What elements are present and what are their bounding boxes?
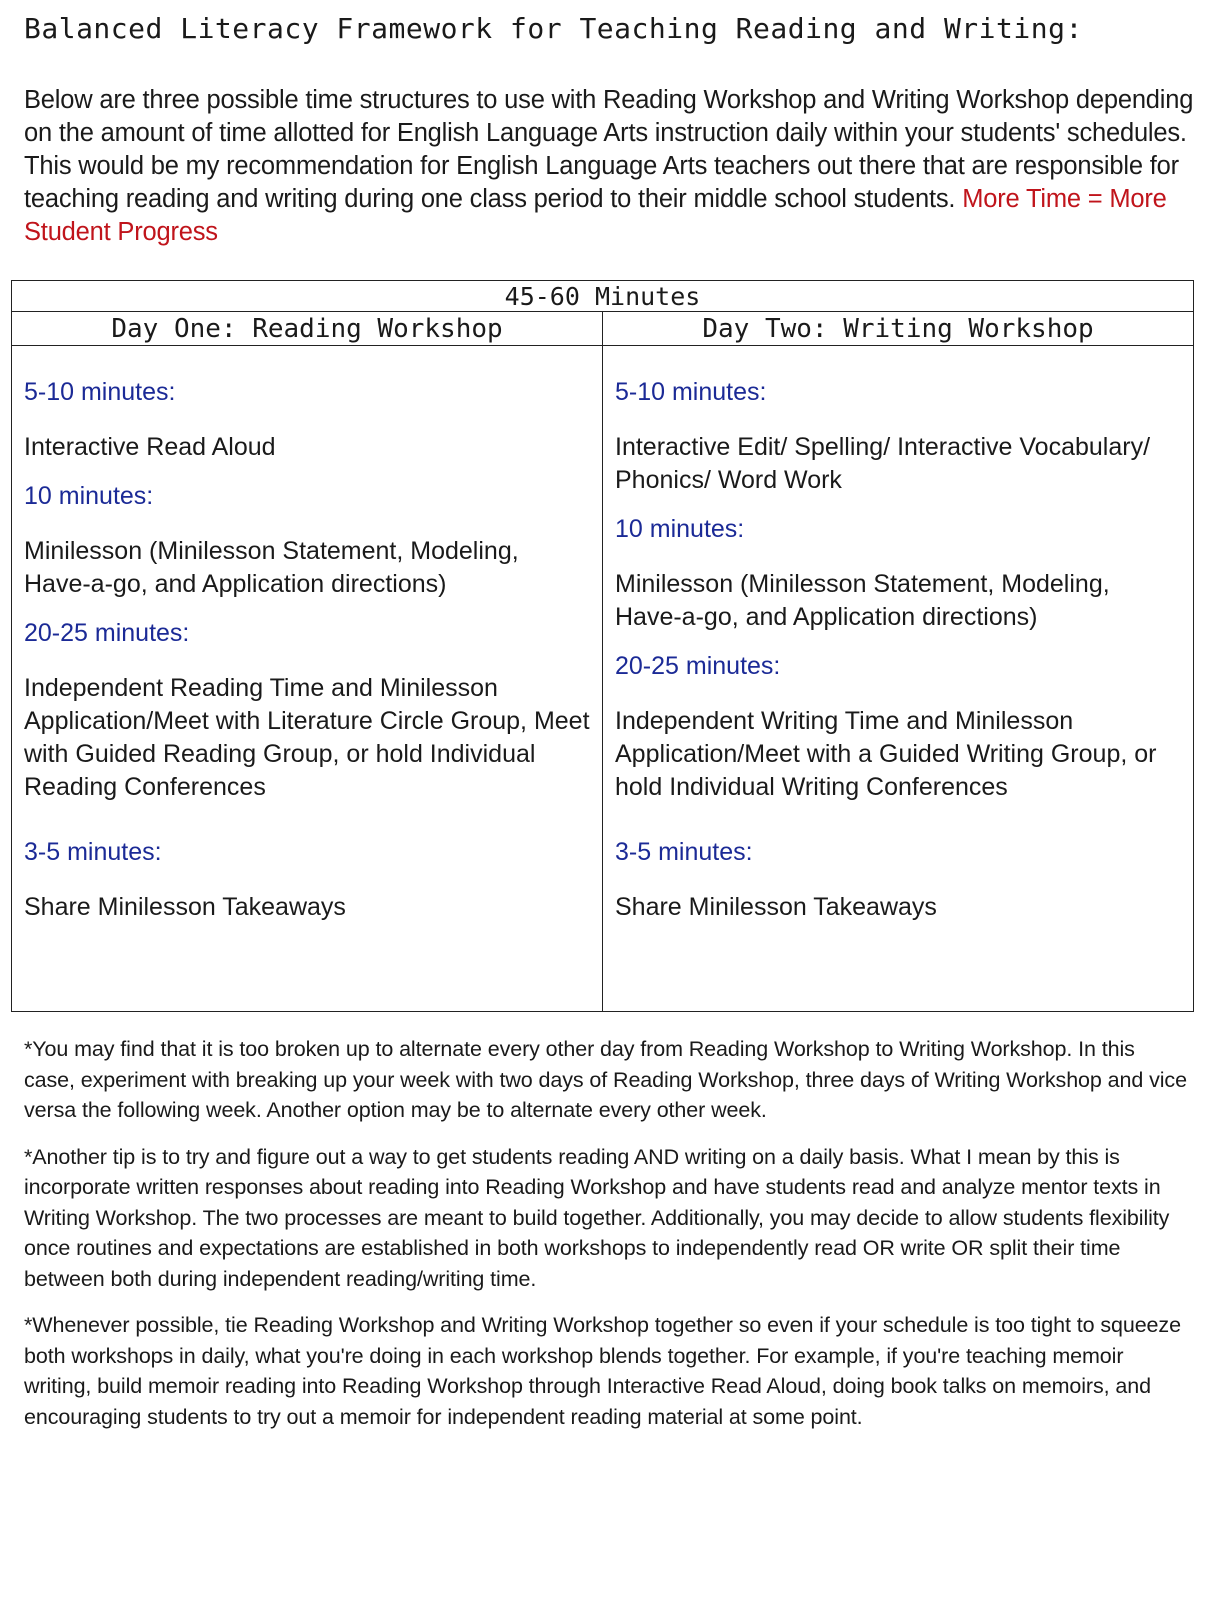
duration-row: [12, 281, 1194, 312]
day-two-heading: Day Two: Writing Workshop: [603, 312, 1194, 346]
block-activity: Minilesson (Minilesson Statement, Modeling, Have-a-go, and Application directions): [24, 537, 519, 598]
block-time: 20-25 minutes:: [24, 619, 190, 647]
schedule-table: [11, 280, 1194, 1012]
day-two-block: [615, 513, 1181, 634]
block-time: 20-25 minutes:: [615, 652, 781, 680]
block-activity: Independent Reading Time and Minilesson Application/Meet with Literature Circle Group, Meet with Guided Reading Group, or hold Individual Reading Conferences: [24, 674, 590, 801]
day-heading-row: [12, 312, 1194, 346]
notes-section: [24, 1034, 1189, 1448]
block-time: 3-5 minutes:: [24, 838, 162, 866]
day-one-column: [12, 346, 603, 1012]
note-paragraph: *Whenever possible, tie Reading Workshop and Writing Workshop together so even if your schedule is too tight to squeeze both workshops in daily, what you're doing in each workshop blends together. For example, if you're teaching memoir writing, build memoir reading into Reading Workshop through Interactive Read Aloud, doing book talks on memoirs, and encouraging students to try out a memoir for independent reading material at some point.: [24, 1313, 1181, 1429]
intro-highlight: More Time = More Student Progress: [24, 185, 1167, 246]
block-time: 10 minutes:: [615, 515, 745, 543]
block-activity: Share Minilesson Takeaways: [24, 893, 346, 921]
note-paragraph: *You may find that it is too broken up to alternate every other day from Reading Workshop to Writing Workshop. In this case, experiment with breaking up your week with two days of Reading Workshop, three days of Writing Workshop and vice versa the following week. Another option may be to alternate every other week.: [24, 1037, 1187, 1122]
day-one-block: [24, 480, 590, 601]
block-activity: Minilesson (Minilesson Statement, Modeling, Have-a-go, and Application directions): [615, 570, 1110, 631]
note-paragraph: *Another tip is to try and figure out a way to get students reading AND writing on a daily basis. What I mean by this is incorporate written responses about reading into Reading Workshop and have students read and analyze mentor texts in Writing Workshop. The two processes are meant to build together. Additionally, you may decide to allow students flexibility once routines and expectations are established in both workshops to independently read OR write OR split their time between both during independent reading/writing time.: [24, 1144, 1170, 1291]
block-activity: Interactive Read Aloud: [24, 433, 276, 461]
block-time: 5-10 minutes:: [615, 378, 767, 406]
day-one-block: [24, 836, 590, 924]
day-two-column: [603, 346, 1194, 1012]
day-two-block: [615, 836, 1181, 924]
block-time: 3-5 minutes:: [615, 838, 753, 866]
block-activity: Share Minilesson Takeaways: [615, 893, 937, 921]
block-time: 5-10 minutes:: [24, 378, 176, 406]
day-one-block: [24, 376, 590, 464]
block-activity: Interactive Edit/ Spelling/ Interactive Vocabulary/ Phonics/ Word Work: [615, 433, 1151, 494]
page-title: Balanced Literacy Framework for Teaching Reading and Writing:: [24, 12, 1083, 45]
day-two-block: [615, 376, 1181, 497]
block-activity: Independent Writing Time and Minilesson Application/Meet with a Guided Writing Group, or hold Individual Writing Conferences: [615, 707, 1157, 801]
day-one-heading: Day One: Reading Workshop: [12, 312, 603, 346]
schedule-body-row: [12, 346, 1194, 1012]
intro-paragraph: [24, 84, 1194, 249]
block-time: 10 minutes:: [24, 482, 154, 510]
intro-text: Below are three possible time structures to use with Reading Workshop and Writing Workshop depending on the amount of time allotted for English Language Arts instruction daily within your students' schedules. This would be my recommendation for English Language Arts teachers out there that are responsible for teaching reading and writing during one class period to their middle school students.: [24, 86, 1194, 213]
day-two-block: [615, 650, 1181, 804]
day-one-block: [24, 617, 590, 804]
duration-heading: 45-60 Minutes: [12, 281, 1194, 312]
